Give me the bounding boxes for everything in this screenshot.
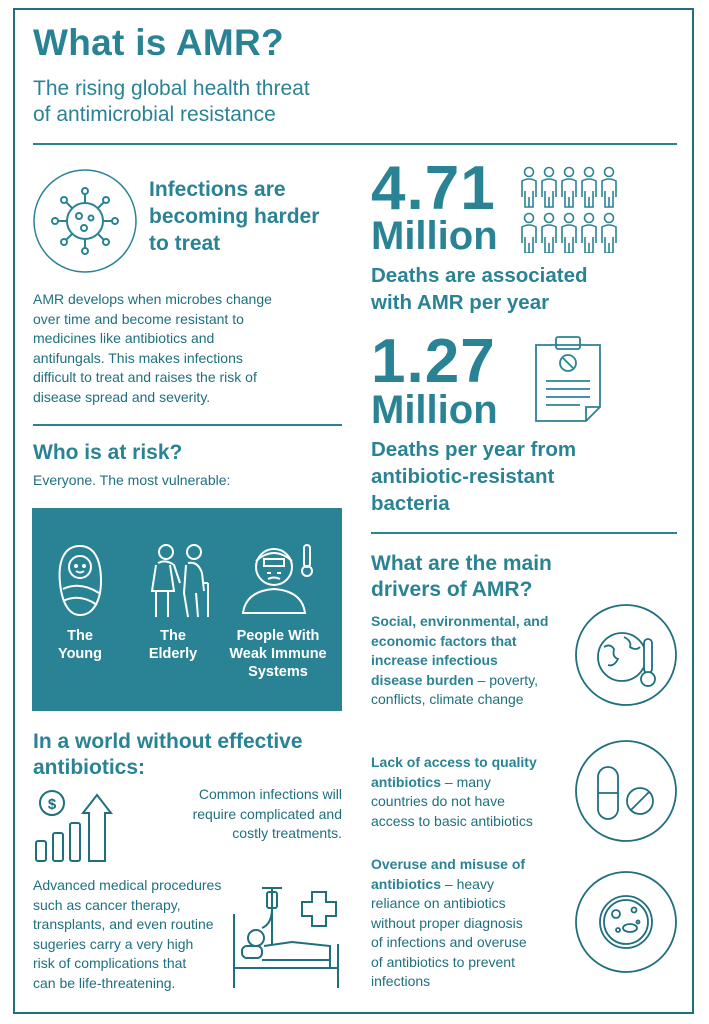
driver-item-overuse: Overuse and misuse of antibiotics – heavy reliance on antibiotics without proper diagnosis of infections and overuse of antibiotics to prevent infections — [371, 856, 527, 989]
infections-paragraph: AMR develops when microbes change over time and become resistant to medicines like antibiotics and antifungals. This makes infections difficult to treat and raises the risk of disease spread and severity. — [33, 291, 272, 405]
virus-icon — [32, 168, 138, 274]
pills-icon — [574, 739, 678, 843]
world-paragraph-1: Common infections will require complicated and costly treatments. — [192, 786, 342, 841]
stat-label-2: Deaths per year from antibiotic-resistant bacteria — [371, 438, 577, 515]
person-figure — [562, 168, 576, 208]
person-figure — [522, 168, 536, 208]
globe-thermometer-icon — [574, 603, 678, 707]
page-title: What is AMR? — [33, 22, 284, 63]
risk-label-weak-immune: People With Weak Immune Systems — [229, 628, 327, 680]
person-figure — [602, 214, 616, 254]
risk-subtext: Everyone. The most vulnerable: — [33, 472, 231, 488]
clipboard-icon — [530, 333, 606, 425]
person-figure — [542, 168, 556, 208]
sick-person-icon — [240, 543, 316, 615]
risk-label-elderly: The Elderly — [148, 628, 198, 662]
infections-divider — [33, 424, 342, 426]
person-figure — [522, 214, 536, 254]
driver-item-social: Social, environmental, and economic factors that increase infectious disease burden – poverty, conflicts, climate change — [371, 613, 549, 707]
stat-unit-1: Million — [371, 214, 498, 258]
petri-dish-icon — [574, 870, 678, 974]
baby-icon — [55, 543, 105, 617]
person-figure — [582, 214, 596, 254]
person-figure — [542, 214, 556, 254]
world-paragraph-2: Advanced medical procedures such as cancer therapy, transplants, and even routine sugeries carry a very high risk of complications that can be life-threatening. — [33, 877, 222, 991]
stat-number-2: 1.27 — [371, 327, 496, 396]
header-divider — [33, 143, 677, 145]
risk-label-young: The Young — [57, 628, 103, 662]
person-figure — [562, 214, 576, 254]
svg-text:$: $ — [47, 796, 57, 813]
person-figure — [602, 168, 616, 208]
rising-cost-icon — [33, 789, 113, 863]
stats-divider — [371, 532, 677, 534]
stat-number-1: 4.71 — [371, 154, 496, 223]
drivers-heading: What are the main drivers of AMR? — [371, 552, 552, 601]
infections-heading: Infections are becoming harder to treat — [149, 178, 320, 255]
stat-unit-2: Million — [371, 388, 498, 432]
people-icon — [519, 163, 619, 253]
person-figure — [582, 168, 596, 208]
driver-item-access: Lack of access to quality antibiotics – many countries do not have access to basic antibiotics — [371, 754, 537, 829]
world-heading: In a world without effective antibiotics: — [33, 730, 303, 779]
hospital-bed-icon — [232, 884, 344, 990]
page-subtitle: The rising global health threat of antimicrobial resistance — [33, 77, 310, 126]
risk-heading: Who is at risk? — [33, 441, 183, 464]
stat-label-1: Deaths are associated with AMR per year — [371, 264, 588, 314]
elderly-icon — [144, 543, 216, 619]
